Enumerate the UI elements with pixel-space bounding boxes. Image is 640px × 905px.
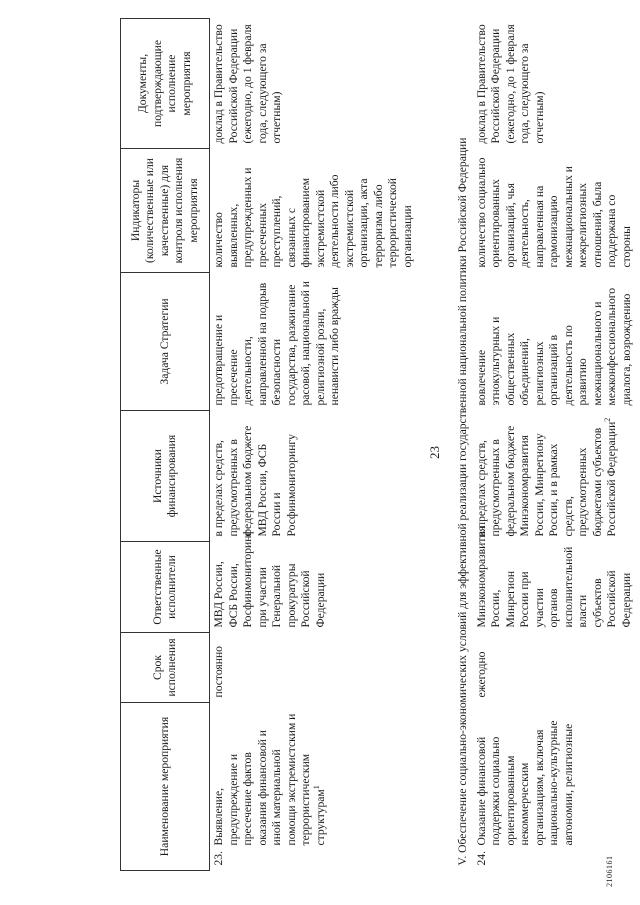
header-indicators: Индикаторы (количественные или качественные) для контроля исполнения мероприятия <box>121 149 210 273</box>
row23-name: Выявление, предупреждение и пресечение фактов оказания финансовой и иной материальной помощи экстремистским и террористическим структурам <box>212 713 327 846</box>
table-header-row <box>121 19 210 871</box>
header-funding: Источники финансирования <box>121 411 210 542</box>
row23-documents: доклад в Правительство Российской Федерации (ежегодно, до 1 февраля года, следующего за отчетным) <box>212 24 283 144</box>
row23-indicators: количество выявленных, предупрежденных и пресеченных преступлений, связанных с финансированием экстремистской деятельности либо экстремистской организации, акта терроризма либо террористической организации <box>212 167 414 268</box>
section-v-title: V. Обеспечение социально-экономических условий для эффективной реализации государственной национальной политики Российской Федерации <box>456 137 469 866</box>
row24-name: Оказание финансовой поддержки социально ориентированным некоммерческим организациям, включая национально-культурные автономии, религиозные <box>474 720 575 846</box>
page-number: 23 <box>427 446 442 459</box>
table-row-23 <box>210 19 455 871</box>
row23-responsible: МВД России, ФСБ России, Росфинмониторинг при участии Генеральной прокуратуры Российской Федерации <box>212 530 327 628</box>
header-task: Задача Стратегии <box>121 273 210 411</box>
row23-term: постоянно <box>212 646 225 698</box>
row23-number: 23. <box>212 851 225 866</box>
document-id: 2106161 <box>605 855 614 887</box>
row24-term: ежегодно <box>474 651 488 698</box>
row24-funding-cell <box>473 411 637 542</box>
header-term: Срок исполнения <box>121 633 210 703</box>
header-name: Наименование мероприятия <box>121 703 210 871</box>
row24-footnote-mark: 2 <box>603 417 613 422</box>
measures-table <box>120 18 636 871</box>
row23-name-cell <box>210 703 455 871</box>
row23-footnote-mark: 1 <box>311 785 321 790</box>
row24-funding: в пределах средств, предусмотренных в федеральном бюджете Минэкономразвития России, Минрегиону России, и в рамках средств, предусмотренных бюджетами субъектов Российской Федерации <box>474 421 618 537</box>
row23-task: предотвращение и пресечение деятельности, направленной на подрыв безопасности государства, разжигание расовой, национальной и религиозной розни, ненависти либо вражды <box>212 281 341 406</box>
row24-name-cell <box>473 703 637 871</box>
row24-task: вовлечение этнокультурных и общественных объединений, религиозных организаций в деятельность по развитию межнационального и межконфессионального диалога, возрождению <box>474 287 633 406</box>
row24-indicators: количество социально ориентированных организаций, чья деятельность, направленная на гармонизацию межнациональных и межрелигиозных отношений, была поддержана со стороны <box>474 157 633 268</box>
header-documents: Документы, подтверждающие исполнение мероприятия <box>121 19 210 149</box>
row24-number: 24. <box>474 851 488 866</box>
row24-responsible: Минэкономразвития России, Минрегион России при участии органов исполнительной власти субъектов Российской Федерации <box>474 526 633 628</box>
header-responsible: Ответственные исполнители <box>121 542 210 633</box>
section-v-row <box>454 19 473 871</box>
row23-funding: в пределах средств, предусмотренных в федеральном бюджете МВД России, ФСБ России и Росфинмониторингу <box>212 425 298 537</box>
table-row-24 <box>473 19 637 871</box>
row24-documents: доклад в Правительство Российской Федерации (ежегодно, до 1 февраля года, следующего за отчетным) <box>474 24 546 144</box>
